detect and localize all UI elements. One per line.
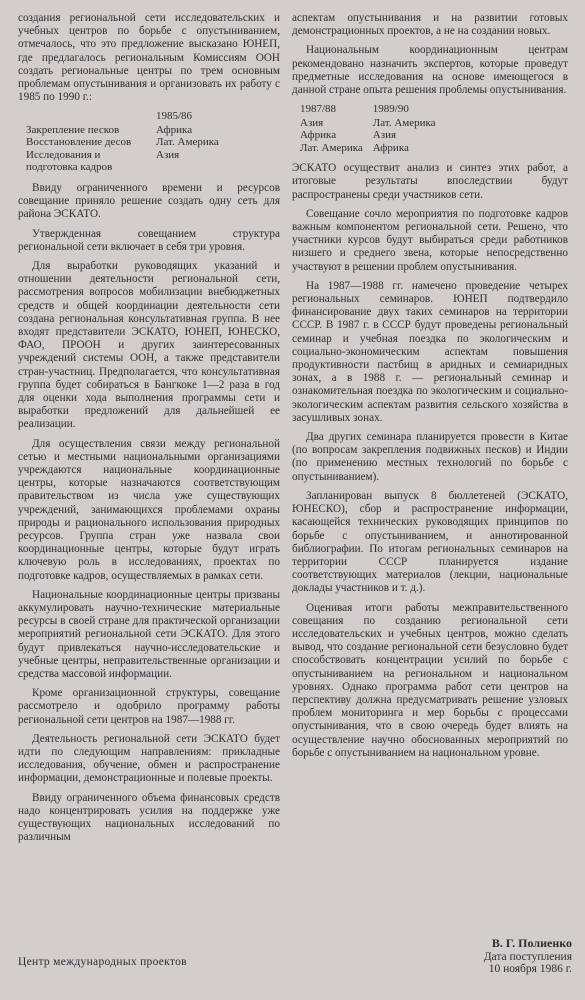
- right-column: [292, 12, 568, 766]
- table1-year: 1985/86: [156, 110, 193, 123]
- right-paragraph-4: Совещание сочло мероприятия по подготовке кадров важным компонентом региональной сети. Решено, что участники курсов будут выбираться среди работников низшего и среднего звена, которые непосредственно участвуют в решении проблем опустынивания.: [292, 207, 568, 273]
- table2-cell: Азия: [300, 116, 324, 129]
- table1-region: Лат. Америка: [156, 136, 219, 149]
- left-paragraph-3: Утвержденная совещанием структура региональной сети включает в себя три уровня.: [18, 227, 280, 253]
- left-paragraph-1: создания региональной сети исследовательских и учебных центров по борьбе с опустыниванием, отмечалось, что это предложение высказано ЮНЕП, где предлагалось региональным Комиссиям ООН создать региональные центры по трем основным проблемам опустынивания и организовать их работу с 1985 по 1990 г.:: [18, 12, 280, 104]
- left-paragraph-2: Ввиду ограниченного времени и ресурсов совещание приняло решение создать одну сеть для района ЭСКАТО.: [18, 181, 280, 221]
- left-paragraph-9: Ввиду ограниченного объема финансовых средств надо концентрировать усилия на поддержке уже существующих национальных исследований по различным: [18, 791, 280, 844]
- table2-cell: Лат. Америка: [300, 141, 363, 154]
- table2-cell: Африка: [372, 141, 409, 154]
- schedule-table-1985: [26, 110, 229, 174]
- right-paragraph-6: Два других семинара планируется провести в Китае (по вопросам закрепления подвижных песков) и Индии (по применению местных технологий по борьбе с опустыниванием).: [292, 431, 568, 483]
- right-paragraph-3: ЭСКАТО осуществит анализ и синтез этих работ, а итоговые результаты впоследствии будут распространены среди участников сети.: [292, 162, 568, 201]
- table1-topic: Закрепление песков: [26, 123, 120, 136]
- left-column: [18, 12, 280, 850]
- author-name: В. Г. Полиенко: [491, 936, 572, 950]
- received-date: 10 ноября 1986 г.: [488, 963, 572, 975]
- table2-cell: Лат. Америка: [372, 116, 436, 129]
- table2-cell: Африка: [300, 129, 337, 142]
- right-paragraph-8: Оценивая итоги работы межправительственного совещания по созданию региональной сети исследовательских и учебных центров, можно сделать вывод, что создание региональной сети безусловно будет способствовать концентрации усилий по борьбе с опустыниванием на региональном и национальном уровнях. Однако программа работ сети центров на перспективу должна предусматривать решение узловых проблем мониторинга и мер борьбы с процессами опустынивания, что в свою очередь будет влиять на осуществление научно обоснованных мероприятий по борьбе с опустыниванием на национальном уровне.: [292, 601, 568, 759]
- table1-topic: Исследования и подготовка кадров: [26, 148, 113, 174]
- table1-region: Африка: [156, 123, 193, 136]
- left-paragraph-5: Для осуществления связи между региональной сетью и местными национальными организациями учреждаются национальные координационные центры, которые назначаются соответствующим правительством из числа уже существующих учреждений, занимающихся проблемами охраны природы и рационального использования природных ресурсов. Группа стран уже назвала свои координационные центры, которые будут играть ключевую роль в исследованиях, проектах по подготовке кадров, осуществляемых в рамках сети.: [18, 437, 280, 582]
- received-label: Дата поступления: [483, 950, 572, 963]
- left-paragraph-6: Национальные координационные центры призваны аккумулировать научно-технические материальные ресурсы в своей стране для практической организации мероприятий региональной сети ЭСКАТО. Для этого будут привлекаться научно-исследовательские и учебные центры, неправительственные организации и средства массовой информации.: [18, 588, 280, 681]
- table2-year: 1987/88: [300, 103, 337, 116]
- left-paragraph-8: Деятельность региональной сети ЭСКАТО будет идти по следующим направлениям: прикладные исследования, обучение, обмен и распространение информации, демонстрационные и полевые проекты.: [18, 732, 280, 785]
- table1-region: Азия: [156, 148, 180, 161]
- table2-cell: Азия: [372, 129, 397, 142]
- table1-topic: Восстановление десов: [26, 136, 132, 149]
- author-signature: [392, 937, 572, 976]
- left-paragraph-4: Для выработки руководящих указаний и отношении деятельности региональной сети, рассмотрения вопросов мобилизации внебюджетных средств и общей координации деятельности сети создана региональная консультативная группа. В нее входят представители ЭСКАТО, ЮНЕП, ЮНЕСКО, ФАО, ПРООН и других заинтересованных учреждений системы ООН, а также представители стран-участниц. Предполагается, что консультативная группа будет собираться в Бангкоке 1—2 раза в год для оценки хода выполнения программы сети и выработки предложений для дальнейшей ее реализации.: [18, 259, 280, 431]
- schedule-table-1987: [300, 103, 446, 154]
- table2-year: 1989/90: [372, 103, 409, 116]
- right-paragraph-2: Национальным координационным центрам рекомендовано назначить экспертов, которые проведут предметные исследования на основе имеющегося в данной стране опыта решения проблемы опустынивания.: [292, 44, 568, 97]
- right-paragraph-7: Запланирован выпуск 8 бюллетеней (ЭСКАТО, ЮНЕСКО), сбор и распространение информации, касающейся технических руководящих принципов по борьбе с опустыниванием, и аннотированной библиографии. По итогам региональных семинаров на территории СССР планируется издание соответствующих материалов (лекции, национальные доклады участников и т. д.).: [292, 489, 568, 595]
- left-paragraph-7: Кроме организационной структуры, совещание рассмотрело и одобрило программу работы региональной сети центров на 1987—1988 гг.: [18, 687, 280, 726]
- right-paragraph-1: аспектам опустынивания и на развитии готовых демонстрационных проектов, а не на создании новых.: [292, 12, 568, 38]
- right-paragraph-5: На 1987—1988 гг. намечено проведение четырех региональных семинаров. ЮНЕП подтвердило финансирование двух таких семинаров на территории СССР. В 1987 г. в СССР будут проведены региональный семинар и учебная поездка по экологическим и социально-экономическим аспектам повышения продуктивности пастбищ в аридных и семиаридных зонах, а в 1988 г. — региональный семинар и ознакомительная поездка по экологическим и социально-экологическим аспектам развития сельского хозяйства в засушливых зонах.: [292, 279, 568, 424]
- footer-org: Центр международных проектов: [18, 956, 187, 968]
